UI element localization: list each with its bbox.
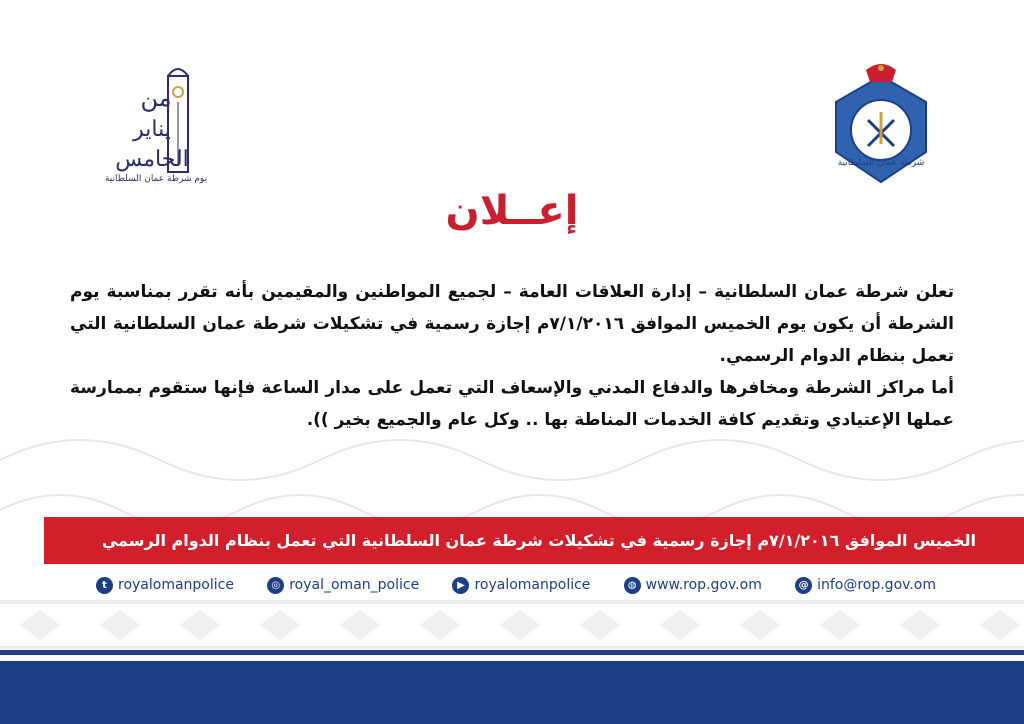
- email-icon: @: [795, 577, 812, 594]
- instagram-icon: ◎: [267, 577, 284, 594]
- contact-email[interactable]: [795, 577, 936, 594]
- police-day-logo: [108, 62, 204, 192]
- summary-banner: [44, 517, 1024, 564]
- logo-line-1: من: [140, 84, 172, 112]
- announcement-body: [70, 276, 954, 436]
- paragraph-2: أما مراكز الشرطة ومخافرها والدفاع المدني والإسعاف التي تعمل على مدار الساعة فإنها ستقوم بممارسة عملها الإعتيادي وتقديم كافة الخدمات المناطة بها .. وكل عام والجميع بخير )).: [70, 378, 954, 430]
- contact-instagram[interactable]: [267, 577, 419, 594]
- contact-web-text: www.rop.gov.om: [645, 577, 762, 593]
- contact-email-text: info@rop.gov.om: [817, 577, 936, 593]
- logo-line-3: الخامس: [115, 147, 189, 172]
- youtube-icon: ▶: [452, 577, 469, 594]
- web-icon: ◍: [624, 577, 641, 594]
- emblem-caption: شرطة عمان السلطانية: [837, 158, 925, 168]
- twitter-icon: t: [96, 577, 113, 594]
- contact-youtube-text: royalomanpolice: [474, 577, 591, 593]
- contact-twitter-text: royalomanpolice: [118, 577, 234, 593]
- contact-youtube[interactable]: [452, 577, 590, 594]
- logo-line-2: يناير: [133, 117, 171, 142]
- banner-text: الخميس الموافق ٧/١/٢٠١٦م إجازة رسمية في تشكيلات شرطة عمان السلطانية التي تعمل بنظام الدوام الرسمي: [101, 531, 976, 550]
- footer-band: [0, 661, 1024, 724]
- contact-instagram-text: royal_oman_police: [289, 577, 420, 593]
- announcement-title: إعــلان: [445, 188, 579, 234]
- contact-web[interactable]: [624, 577, 762, 594]
- contact-twitter[interactable]: [96, 577, 234, 594]
- paragraph-1: تعلن شرطة عمان السلطانية – إدارة العلاقات العامة – لجميع المواطنين والمقيمين بأنه تقرر بمناسبة يوم الشرطة أن يكون يوم الخميس الموافق ٧/١/٢٠١٦م إجازة رسمية في تشكيلات شرطة عمان السلطانية التي تعمل بنظام الدوام الرسمي.: [70, 282, 954, 366]
- contact-row: [96, 573, 936, 597]
- logo-tagline: يوم شرطة عمان السلطانية: [104, 174, 208, 184]
